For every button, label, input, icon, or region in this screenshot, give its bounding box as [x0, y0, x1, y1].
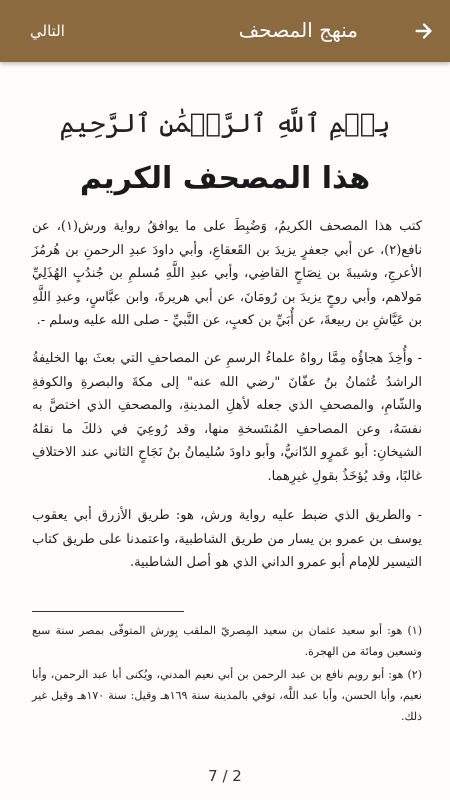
paragraph-hija: - وأُخِذَ هجاؤُه مِمَّا رواهُ علماءُ الرسمِ عن المصاحفِ التي بعثَ بها الخليفةُ الراشدُ عُثمانُ بنُ عفّانَ "رضي الله عنه" إلى مكةَ والبصرةِ والكوفةِ والشّامِ، والمصحفِ الذي جعله لأهلِ المدينةِ، والمصحفِ الذي اختصَّ به نفسَهُ، وعن المصاحفِ المُنتَسخةِ منها، وقد رُوعِيَ في ذلكَ ما نقلهُ الشيخانِ: أبو عَمرٍو الدّانيُّ، وأبو داودَ سُليمانُ بنُ نَجَاحٍ الثاني عند الاختلافِ غالبًا، وقد يُؤخَذُ بقولِ غيرِهما. — [32, 351, 422, 484]
back-button[interactable] — [408, 15, 440, 47]
footnote-1: (١) هو: أبو سعيد عثمان بن سعيد المِصريّ الملقب بِورش المتوفّى بمصر سنة سبع وتسعين ومائة من الهجرة. — [32, 624, 422, 658]
basmala: بِسۡمِ ٱللَّهِ ٱلرَّحۡمَٰنِ ٱلرَّحِيمِ — [59, 109, 391, 139]
paragraph-riwaya: كتب هذا المصحف الكريمُ، وَضُبِطَ على ما يوافقُ رواية ورش(١)، عن نافع(٢)، عن أبي جعفرٍ يزيدَ بن القَعقاعِ، وأبي داودَ عبدِ الرحمنِ بن هُرمُزَ الأعرجِ، وشيبةَ بن نِصَاحٍ القاضِي، وأبي عبدِ اللَّهِ مُسلمِ بن جُندُبٍ الهُذَلِيِّ مَولاهم، وأبي روحٍ يزيدَ بن رُومَانَ، عن أبي هريرةَ، وابن عبَّاسٍ، وعبدِ اللَّهِ بن عَيَّاشِ بن ربيعةَ، عن أُبَيِّ بن كعبٍ، عن النَّبيِّ - صلى الله عليه وسلم -. — [32, 219, 422, 328]
page-indicator: 7 / 2 — [208, 767, 242, 785]
arrow-right-icon — [413, 20, 435, 42]
top-app-bar — [0, 0, 450, 62]
footnote-divider — [32, 611, 184, 612]
page-content[interactable] — [0, 62, 450, 800]
page-title: منهج المصحف — [238, 18, 358, 42]
mushaf-heading: هذا المصحف الكريم — [79, 161, 371, 196]
paragraph-tariq: - والطريق الذي ضبط عليه رواية ورش، هو: طريق الأزرق أبي يعقوب يوسف بن عمرو بن يسار من طريق الشاطبية، واعتمدنا على طريق كتاب التيسير للإمام أبو عمرو الداني الذي هو أصل الشاطبية. — [32, 508, 422, 570]
footnote-2: (٢) هو: أبو رويم نافع بن عبد الرحمن بن أبي نعيم المدني، ويُكنى أبا عبد الرحمن، وأبا نعيم، وأبا الحسن، وأبا عبد اللَّه، توفي بالمدينة سنة ١٦٩هـ وقيل: سنة ١٧٠هـ وقيل غير ذلك. — [32, 668, 422, 723]
next-button[interactable]: التالي — [30, 22, 65, 40]
